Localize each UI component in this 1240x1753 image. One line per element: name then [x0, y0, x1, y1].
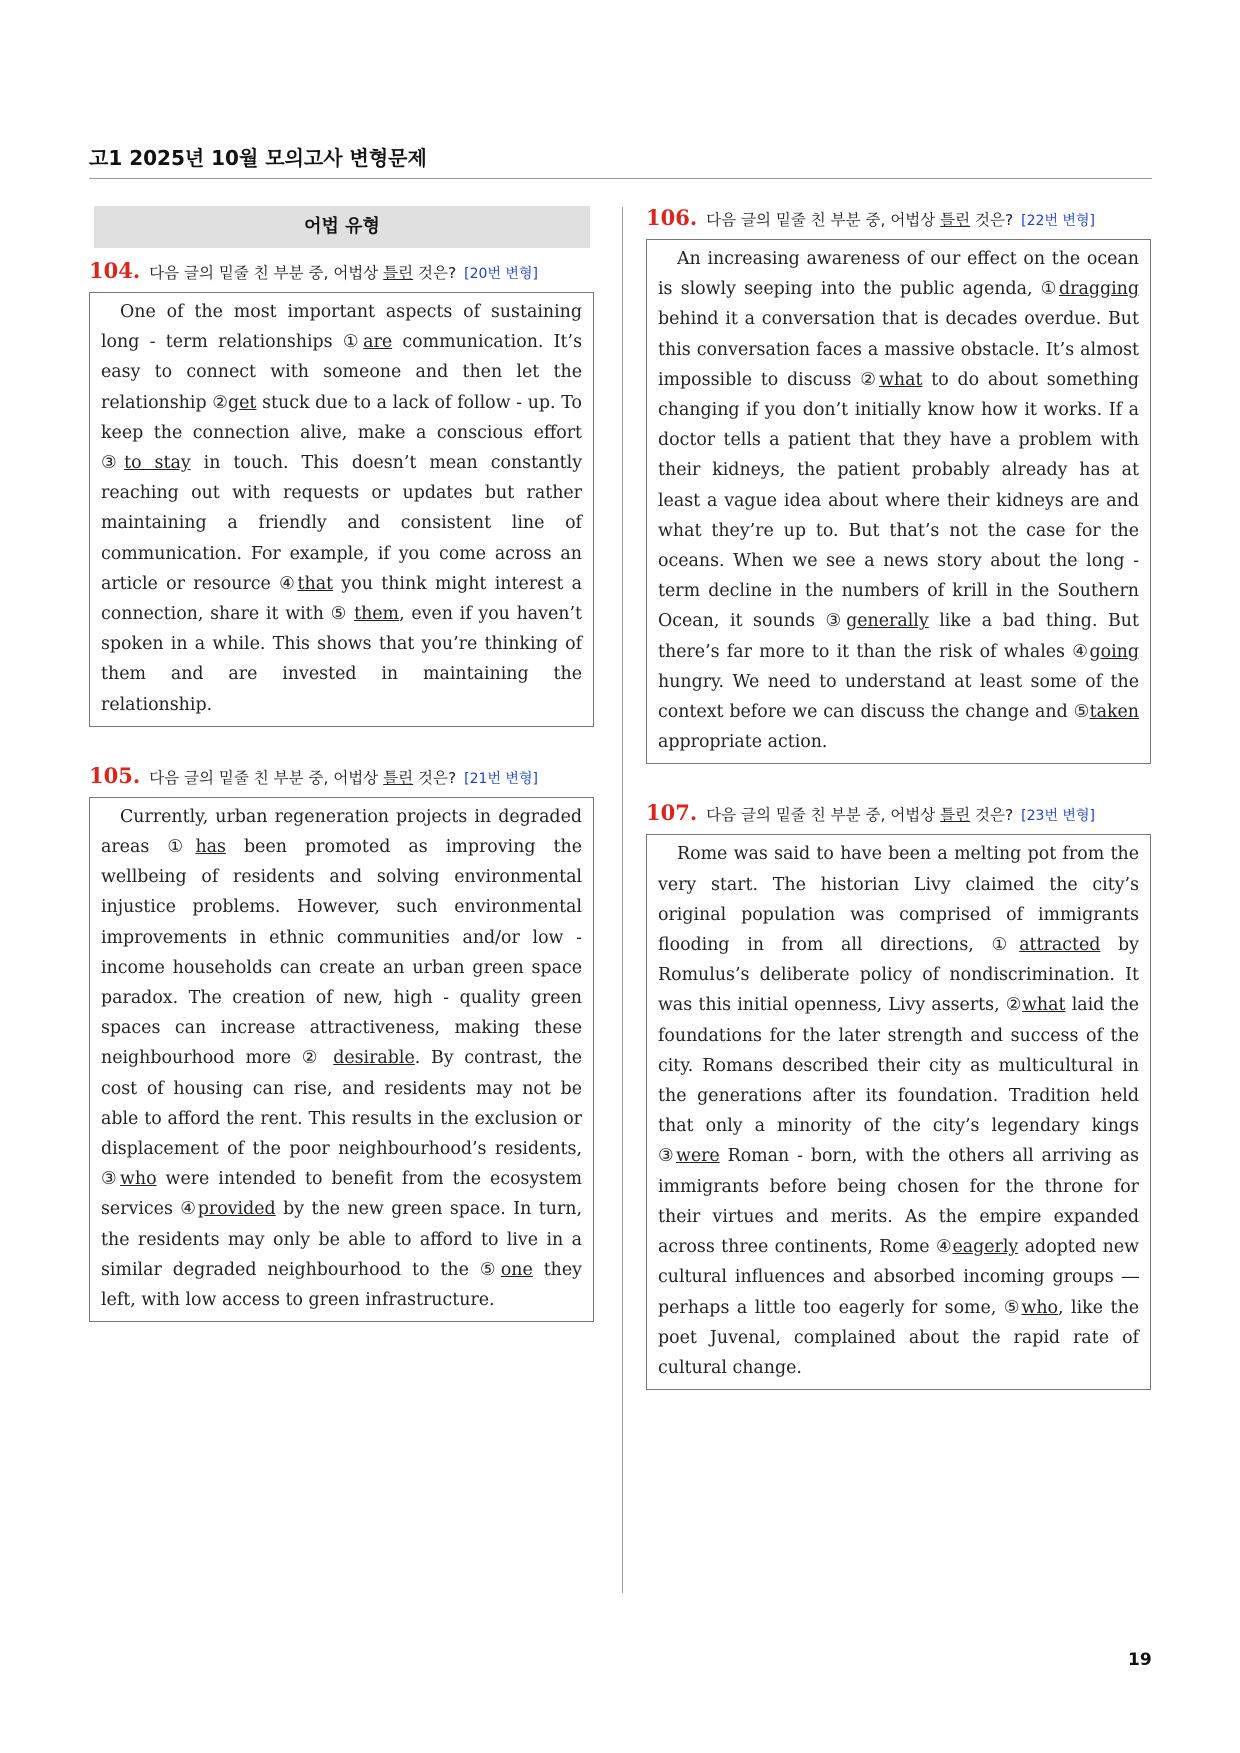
question-number: 104. — [89, 258, 141, 283]
passage-segment: behind it a conversation that is decades overdue. But this conversation faces a massive obstacle. It’s almost impossible to discuss ② — [658, 309, 1139, 390]
question-prompt-end: 것은? — [413, 264, 457, 282]
passage-segment: to do about something changing if you don’t initially know how it works. If a doctor tells a patient that they have a problem with their kidneys, the patient probably already has at least a vague idea about where their kidneys are and what they’re up to. But that’s not the case for the oceans. When we see a news story about the long - term decline in the numbers of krill in the Southern Ocean, it sounds ③ — [658, 369, 1140, 632]
underlined-choice: that — [297, 573, 334, 594]
passage-segment: communication. It’s easy to connect with someone and then let the relationship ② — [101, 332, 582, 413]
question-source: [21번 변형] — [464, 770, 538, 787]
underlined-choice: who — [120, 1169, 157, 1190]
passage-segment: you think might interest a connection, share it with ⑤ — [101, 573, 582, 625]
passage-segment: laid the foundations for the later strength and success of the city. Romans described their city as multicultural in the generations after its foundation. Tradition held that only a minority of the city’s legendary kings ③ — [658, 995, 1139, 1167]
underlined-choice: provided — [197, 1199, 276, 1220]
passage-segment: One of the most important aspects of sustaining long - term relationships ① — [101, 302, 582, 353]
question-107-passage-box — [646, 834, 1151, 1390]
question-106-passage-box — [646, 239, 1151, 764]
underlined-choice: dragging — [1059, 279, 1139, 300]
underlined-choice: are — [363, 332, 393, 353]
question-prompt: 다음 글의 밑줄 친 부분 중, 어법상 — [706, 806, 941, 825]
question-prompt-end: 것은? — [413, 768, 457, 787]
question-105-heading — [89, 761, 594, 791]
page-number: 19 — [1128, 1650, 1152, 1670]
underlined-choice: them — [354, 604, 400, 625]
passage-segment: , even if you haven’t spoken in a while. This shows that you’re thinking of them and are invested in maintaining the relationship. — [101, 604, 582, 715]
passage-text — [101, 297, 582, 720]
passage-text — [658, 244, 1139, 757]
underlined-choice: who — [1021, 1297, 1059, 1318]
question-number: 106. — [646, 205, 698, 230]
page-header-title: 고1 2025년 10월 모의고사 변형문제 — [89, 146, 427, 170]
underlined-choice: to stay — [124, 453, 191, 474]
question-prompt-end: 것은? — [970, 211, 1014, 229]
underlined-choice: desirable — [333, 1048, 415, 1069]
underlined-choice: generally — [846, 611, 929, 632]
passage-segment: they left, with low access to green infrastructure. — [101, 1259, 582, 1311]
header-rule — [89, 178, 1152, 179]
column-divider — [622, 207, 623, 1593]
question-number: 107. — [646, 800, 698, 826]
underlined-choice: what — [879, 369, 923, 390]
underlined-choice: has — [195, 837, 226, 858]
underlined-choice: were — [675, 1146, 720, 1167]
underlined-choice: going — [1089, 641, 1139, 662]
passage-segment: stuck due to a lack of follow - up. To keep the connection alive, make a conscious effort ③ — [101, 392, 582, 474]
left-column — [89, 206, 594, 1322]
passage-segment: been promoted as improving the wellbeing of residents and solving environmental injustice problems. However, such environmental improvements in ethnic communities and/or low - income households can create an urban green space paradox. The creation of new, high - quality green spaces can increase attractiveness, making these neighbourhood more ② — [101, 837, 583, 1069]
question-107-heading — [646, 798, 1151, 828]
question-prompt: 다음 글의 밑줄 친 부분 중, 어법상 — [149, 264, 384, 282]
passage-segment: were intended to benefit from the ecosystem services ④ — [101, 1169, 582, 1220]
question-prompt-end: 것은? — [970, 806, 1014, 825]
question-106-heading — [646, 203, 1151, 233]
passage-segment: by Romulus’s deliberate policy of nondiscrimination. It was this initial openness, Livy asserts, ② — [658, 935, 1139, 1016]
question-source: [22번 변형] — [1021, 213, 1095, 229]
question-prompt-emphasis: 틀린 — [383, 264, 414, 282]
passage-segment: Currently, urban regeneration projects in degraded areas ① — [101, 806, 582, 858]
passage-segment: Rome was said to have been a melting pot from the very start. The historian Livy claimed the city’s original population was comprised of immigrants flooding in from all directions, ① — [658, 844, 1139, 956]
passage-segment: , like the poet Juvenal, complained about the rapid rate of cultural change. — [658, 1297, 1139, 1378]
right-column — [646, 203, 1151, 1390]
question-prompt-emphasis: 틀린 — [940, 806, 971, 825]
underlined-choice: eagerly — [952, 1237, 1019, 1258]
underlined-choice: what — [1022, 995, 1066, 1016]
question-prompt: 다음 글의 밑줄 친 부분 중, 어법상 — [149, 768, 384, 787]
underlined-choice: taken — [1089, 702, 1139, 723]
question-105-passage-box — [89, 797, 594, 1322]
passage-segment: like a bad thing. But there’s far more to it than the risk of whales ④ — [658, 611, 1139, 662]
question-prompt-emphasis: 틀린 — [383, 768, 414, 787]
passage-segment: . By contrast, the cost of housing can rise, and residents may not be able to afford the rent. This results in the exclusion or displacement of the poor neighbourhood’s residents, ③ — [101, 1048, 583, 1190]
question-source: [23번 변형] — [1021, 808, 1095, 825]
underlined-choice: get — [228, 392, 257, 413]
passage-segment: appropriate action. — [658, 732, 828, 753]
question-prompt: 다음 글의 밑줄 친 부분 중, 어법상 — [706, 211, 941, 229]
question-104-heading — [89, 256, 594, 286]
passage-segment: Roman - born, with the others all arriving as immigrants before being chosen for the throne for their virtues and merits. As the empire expanded across three continents, Rome ④ — [658, 1146, 1140, 1258]
passage-segment: An increasing awareness of our effect on the ocean is slowly seeping into the public agenda, ① — [658, 249, 1139, 300]
passage-text — [101, 802, 582, 1315]
underlined-choice: one — [500, 1259, 533, 1280]
question-source: [20번 변형] — [464, 266, 538, 282]
passage-segment: adopted new cultural influences and absorbed incoming groups ― perhaps a little too eagerly for some, ⑤ — [658, 1237, 1140, 1318]
question-number: 105. — [89, 762, 141, 788]
passage-segment: hungry. We need to understand at least some of the context before we can discuss the change and ⑤ — [658, 671, 1139, 723]
section-title: 어법 유형 — [94, 206, 590, 248]
question-prompt-emphasis: 틀린 — [940, 211, 971, 229]
passage-segment: by the new green space. In turn, the residents may only be able to afford to live in a similar degraded neighbourhood to the ⑤ — [101, 1199, 582, 1280]
passage-segment: in touch. This doesn’t mean constantly reaching out with requests or updates but rather maintaining a friendly and consistent line of communication. For example, if you come across an article or resource ④ — [101, 453, 583, 594]
underlined-choice: attracted — [1019, 935, 1101, 956]
passage-text — [658, 839, 1139, 1383]
question-104-passage-box — [89, 292, 594, 727]
